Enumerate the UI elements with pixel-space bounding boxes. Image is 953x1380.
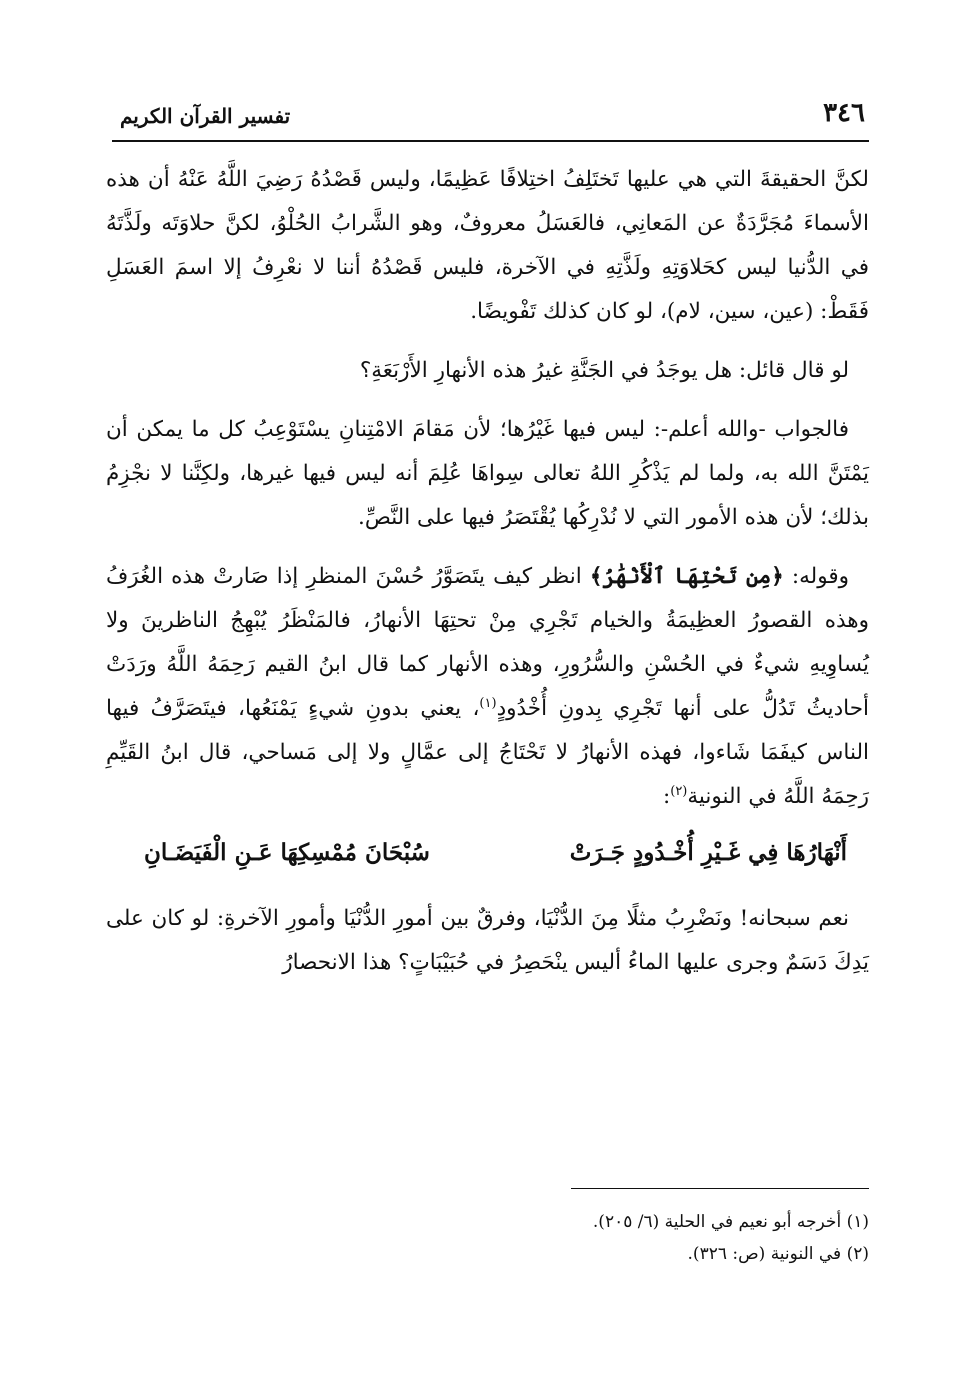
running-title: تفسير القرآن الكريم xyxy=(120,104,291,128)
paragraph-answer: فالجواب -والله أعلم-: ليس فيها غَيْرُها؛ لأن مَقامَ الامْتِنانِ يسْتَوْعِبُ كل ما يمكن أن يَمْتَنَّ الله به، ولما لم يَذْكُرِ اللهُ تعالى سِواهَا عُلِمَ أنه ليس فيها غيرها، ولكِنَّنا لا نجْزِمُ بذلك؛ لأن هذه الأمور التي لا نُدْرِكُها يُقْتَصَرُ فيها على النَّصِّ. xyxy=(106,417,869,530)
page-header xyxy=(120,96,865,140)
commentary-text-a: انظر كيف يتَصَوَّرُ حُسْنَ المنظرِ إذا صَارتْ هذه الغُرَفُ وهذه القصورُ العظِيمَةُ والخيام تَجْرِي مِنْ تحتِهَا الأنهارُ، فالمَنْظَرُ يُبْهِجُ الناظرينَ ولا يُساوِيهِ شيءٌ في الحُسْنِ والسُّرُورِ، وهذه الأنهار كما قال ابنُ القيم رَحِمَهُ اللَّهُ ورَدَتْ أحاديثُ تَدُلُّ على أنها تَجْرِي بِدونِ أُخْدُودٍ xyxy=(106,564,869,721)
footnote-ref-1: (١) xyxy=(479,695,497,711)
footnote-ref-2: (٢) xyxy=(670,783,688,799)
poetry-verse xyxy=(144,829,847,877)
commentary-lead: وقوله: xyxy=(783,564,849,589)
paragraph-commentary xyxy=(106,555,869,819)
quran-quote: ﴿مِن تَحْتِهَا ٱلْأَنْهَٰرُ﴾ xyxy=(589,564,784,589)
verse-first-hemistich: أَنْهَارُهَا فِي غَـيْرِ أُخْـدُودٍ جَـرَتْ xyxy=(569,839,847,866)
commentary-text-b: ، يعني بدونِ شيءٍ يَمْنَعُها، فيتَصَرَّفُ فيها الناس كيفَمَا شَاءوا، فهذه الأنهارُ لا تَحْتَاجُ إلى عمَّالٍ ولا إلى مَساحي، قال ابنُ القَيِّمِ رَحِمَهُ اللَّهُ في النونية xyxy=(106,696,869,809)
header-divider xyxy=(112,140,869,142)
verse-second-hemistich: سُبْحَانَ مُمْسِكِهَا عَـنِ الْفَيَضَـانِ xyxy=(144,839,430,866)
page-number: ٣٤٦ xyxy=(823,98,865,128)
paragraph-1: لكنَّ الحقيقةَ التي هي عليها تَختَلِفُ اختِلافًا عَظِيمًا، وليس قَصْدُهُ رَضِيَ اللَّهُ عَنْهُ أن هذه الأسماءَ مُجَرَّدَةٌ عن المَعانِي، فالعَسَلُ معروفٌ، وهو الشَّرابُ الحُلْوُ، لكنَّ حلاوَتَه ولَذَّتَهُ في الدُّنيا ليس كحَلاوَتِهِ ولَذَّتِهِ في الآخرة، فليس قَصْدُهُ أننا لا نعْرِفُ إلا اسمَ العَسَلِ فَقَطْ: (عين، سين، لام)، لو كان كذلك تَفْويضًا. xyxy=(106,167,869,324)
commentary-text-c: : xyxy=(662,784,671,809)
footnote-1: (١) أخرجه أبو نعيم في الحلية (٦/ ٢٠٥). xyxy=(592,1212,869,1232)
footnote-divider xyxy=(571,1188,869,1189)
page-body xyxy=(106,158,869,1000)
paragraph-example: نعم سبحانه! ونَضْرِبُ مثلًا مِنَ الدُّنْيَا، وفرقٌ بين أمورِ الدُّنْيَا وأمورِ الآخرةِ: لو كان على يَدِكَ دَسَمٌ وجرى عليها الماءُ أليس ينْحَصِرُ في حُبَيْبَاتٍ؟ هذا الانحصارُ xyxy=(106,906,869,975)
footnote-2: (٢) في النونية (ص: ٣٢٦). xyxy=(687,1244,869,1264)
paragraph-question: لو قال قائل: هل يوجَدُ في الجَنَّةِ غيرُ هذه الأنهارِ الأَرْبَعَةِ؟ xyxy=(359,358,849,383)
footnotes xyxy=(300,1206,869,1270)
